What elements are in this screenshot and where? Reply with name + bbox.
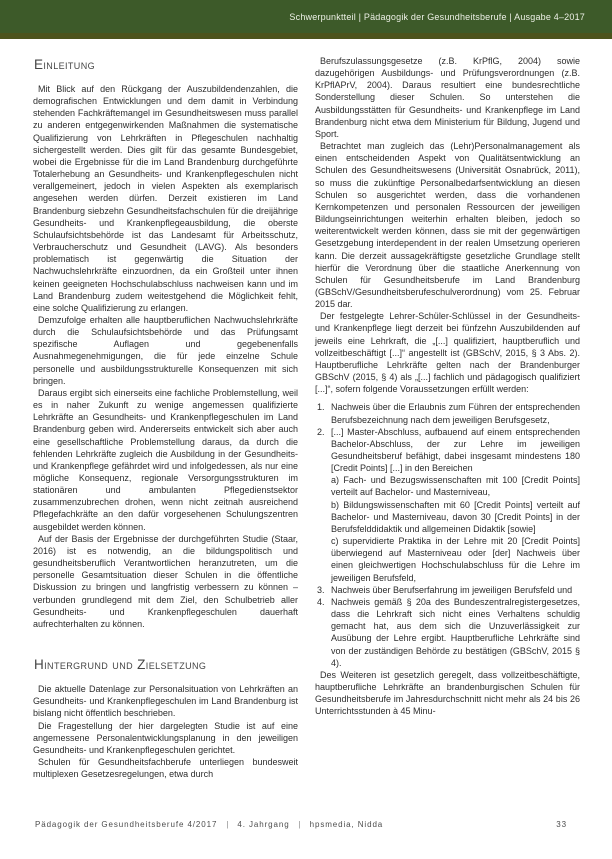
publisher-label: hpsmedia, Nidda: [309, 820, 384, 829]
left-column: [33, 55, 298, 780]
footer-separator: |: [226, 820, 229, 829]
list-item-number: 4.: [317, 596, 325, 607]
list-item-number: 1.: [317, 402, 325, 413]
paragraph: Auf der Basis der Ergebnisse der durchgeführten Studie (Staar, 2016) ist es notwendig, an die bildungspolitisch und gesundheitsberuflich Verantwortlichen heranzutreten, um die personelle Gesamtsituation dieser Schulen in die öffentliche Diskussion zu bringen und langfristig verbessern zu können – verbunden grundlegend mit dem Ziel, den Schulbetrieb aller Gesundheits- und Krankenpflegeschulen dauerhaft aufrechterhalten zu können.: [33, 533, 298, 629]
page-header-banner: [0, 0, 612, 33]
list-item-number: 3.: [317, 584, 325, 595]
section-heading-einleitung: Einleitung: [34, 57, 96, 72]
paragraph: Daraus ergibt sich einerseits eine fachliche Problemstellung, weil es in naher Zukunft zu wenige angemessen qualifizierte Lehrkräfte an Gesundheits- und Krankenpflegeschulen im Land Brandenburg geben wird. Andererseits entwickelt sich aber auch eine gesellschaftliche Problemstellung daraus, da durch die fehlenden Lehrkräfte zugleich die Ausbildung in der Gesundheits- und Krankenpflege gefährdet wird und infolgedessen, als nur eine mögliche Konsequenz, regionale Versorgungsstrukturen im stationären und ambulanten Pflegedienstsektor zusammenzubrechen drohen, wenn nicht zeitnah ausreichend Pflegefachkräfte an den dafür vorgesehenen Schulungszentren ausgebildet werden können.: [33, 387, 298, 532]
list-item-text: [...] Master-Abschluss, aufbauend auf einem entsprechenden Bachelor-Abschluss, der zur Lehre im jeweiligen Gesundheitsberuf befähigt, dabei insgesamt mindestens 180 [Credit Points] [...] in den Bereichen: [331, 426, 580, 474]
header-banner-text: Schwerpunktteil | Pädagogik der Gesundheitsberufe | Ausgabe 4–2017: [289, 11, 585, 22]
list-item: [315, 426, 580, 584]
paragraph: Demzufolge erhalten alle hauptberuflichen Nachwuchslehrkräfte durch die Schulaufsichtsbehörde und das Prüfungsamt spezifische Auflagen und gegebenenfalls Ausnahmegenehmigungen, die für jede einzelne Schule personelle und ausbildungsstrukturelle Konsequenzen mit sich bringen.: [33, 314, 298, 386]
article-body: [0, 39, 612, 780]
sub-item-label: a): [331, 475, 340, 486]
paragraph: Betrachtet man zugleich das (Lehr)Personalmanagement als einen entscheidenden Aspekt von Qualitätsentwicklung an Schulen des Gesundheitswesens (Universität Osnabrück, 2011), so muss die zukünftige Personalbedarfsentwicklung an diesen Schulen so ausgerichtet werden, dass die vorhandenen Kernkompetenzen und personalen Ressourcen der jeweiligen Bildungseinrichtungen weiterhin erhalten bleiben, jedoch so weiterentwickelt werden können, dass sie mit der gegenwärtigen Gesetzgebung interdependent in der realen Umsetzung operieren kann. Die derzeit aussagekräftigste gesetzliche Grundlage stellt hierfür die Verordnung über die staatliche Anerkennung von Schulen für Gesundheitsberufe im Land Brandenburg (GBSchV/Gesundheitsberufeschulverordnung) vom 25. Februar 2015 dar.: [315, 141, 580, 310]
list-sub-item: [331, 499, 580, 535]
sub-item-label: b): [331, 499, 340, 510]
journal-name: Pädagogik der Gesundheitsberufe 4/2017: [35, 820, 218, 829]
list-item-number: 2.: [317, 426, 325, 437]
requirements-list: [315, 401, 580, 668]
paragraph: Der festgelegte Lehrer-Schüler-Schlüssel in der Gesundheits- und Krankenpflege liegt derzeit bei fünfzehn Auszubildenden auf jeweils eine Lehrkraft, die „[...] qualifiziert, hauptberuflich und vollzeitbeschäftigt [...]“ angestellt ist (GBSchV, 2015, § 3 Abs. 2). Hauptberufliche Lehrkräfte gelten nach der Brandenburger GBSchV (2015, § 4) als „[...] fachlich und pädagogisch qualifiziert [...]“, sofern folgende Voraussetzungen erfüllt werden:: [315, 311, 580, 395]
sub-item-text: supervidierte Praktika in der Lehre mit 20 [Credit Points] überwiegend auf Masterniveau oder [der] Nachweis über einen gleichwertigen Hochschulabschluss für die Lehre im jeweiligen Berufsfeld,: [331, 536, 580, 583]
paragraph: Des Weiteren ist gesetzlich geregelt, dass vollzeitbeschäftigte, hauptberufliche Lehrkräfte an brandenburgischen Schulen für Gesundheitsberufe im Jahresdurchschnitt nicht mehr als 24 bis 26 Unterrichtsstunden à 45 Minu-: [315, 669, 580, 717]
page-footer: [35, 820, 567, 829]
list-item-text: Nachweis über Berufserfahrung im jeweiligen Berufsfeld und: [331, 584, 573, 595]
section-heading-hintergrund: Hintergrund und Zielsetzung: [34, 657, 207, 673]
sub-item-label: c): [331, 536, 339, 547]
paragraph: Die aktuelle Datenlage zur Personalsituation von Lehrkräften an Gesundheits- und Krankenpflegeschulen im Land Brandenburg ist bislang nicht öffentlich beschrieben.: [33, 684, 298, 719]
page-number: 33: [556, 820, 567, 829]
list-sub-item: [331, 474, 580, 498]
list-item: [315, 401, 580, 425]
paragraph: Schulen für Gesundheitsfachberufe unterliegen bundesweit multiplexen Gesetzesregelungen, etwa durch: [33, 756, 298, 780]
sub-item-text: Fach- und Bezugswissenschaften mit 100 [Credit Points] verteilt auf Bachelor- und Masterniveau,: [331, 475, 580, 498]
footer-separator: |: [298, 820, 301, 829]
list-sub-item: [331, 535, 580, 584]
list-item: [315, 584, 580, 596]
volume-label: 4. Jahrgang: [237, 820, 290, 829]
paragraph: Mit Blick auf den Rückgang der Auszubildendenzahlen, die demografischen Entwicklungen und dem damit in Verbindung stehenden Fachkräftemangel im Gesundheitswesen muss parallel zu anderen entgegenwirkenden Maßnahmen die systematische Qualifizierung von Lehrkräften in Pflegeschulen nachhaltig sichergestellt werden. Dies gilt für das gesamte Bundesgebiet, wobei die Ergebnisse für die im Land Brandenburg durchgeführte Totalerhebung an Gesundheits- und Krankenpflegeschulen nicht verallgemeinert, jedoch in vielen Aspekten als exemplarisch angesehen werden dürfen. Derzeit existieren im Land Brandenburg siebzehn Gesundheitsfachschulen für die dreijährige Gesundheits- und Krankenpflegeausbildung, die oberste Schulaufsichtsbehörde ist das Landesamt für Arbeitsschutz, Verbraucherschutz und Gesundheit (LAVG). Als besonders problematisch ist gegenwärtig die Situation der Nachwuchslehrkräfte einzuordnen, da ein Großteil unter ihnen keinen geeigneten Hochschulabschluss nachweisen kann und im Land Brandenburg zudem weitestgehend die Möglichkeit fehlt, eine solche Qualifizierung zu erlangen.: [33, 84, 298, 313]
sub-item-text: Bildungswissenschaften mit 60 [Credit Points] verteilt auf Bachelor- und Masterniveau, davon 30 [Credit Points] in der Berufsfelddidaktik und allgemeinen Didaktik [sowie]: [331, 499, 580, 534]
paragraph: Berufszulassungsgesetze (z.B. KrPflG, 2004) sowie dazugehörigen Ausbildungs- und Prüfungsverordnungen (z.B. KrPflAPrV, 2004). Daraus resultiert eine bundesrechtliche Sonderstellung dieser Schulen. So unterstehen die Ausbildungsstätten für Gesundheits- und Krankenpflege im Land Brandenburg nicht etwa dem Ministerium für Bildung, Jugend und Sport.: [315, 56, 580, 139]
paragraph: Die Fragestellung der hier dargelegten Studie ist auf eine angemessene Personalentwicklungsplanung in den jeweiligen Gesundheits- und Krankenpflegeschulen gerichtet.: [33, 720, 298, 755]
list-item-text: Nachweis über die Erlaubnis zum Führen der entsprechenden Berufsbezeichnung nach dem jeweiligen Berufsgesetz,: [331, 402, 580, 425]
list-item-text: Nachweis gemäß § 20a des Bundeszentralregistergesetzes, dass die Lehrkraft sich nicht eines Verhaltens schuldig gemacht hat, aus dem sich die Unzuverlässigkeit zur Ausübung der Lehre ergibt. Hauptberufliche Lehrkräfte sind von der zuständigen Behörde zu bestätigen (GBSchV, 2015 § 4).: [331, 596, 580, 668]
footer-left: [35, 820, 383, 829]
list-item: [315, 596, 580, 669]
right-column: [315, 55, 580, 780]
